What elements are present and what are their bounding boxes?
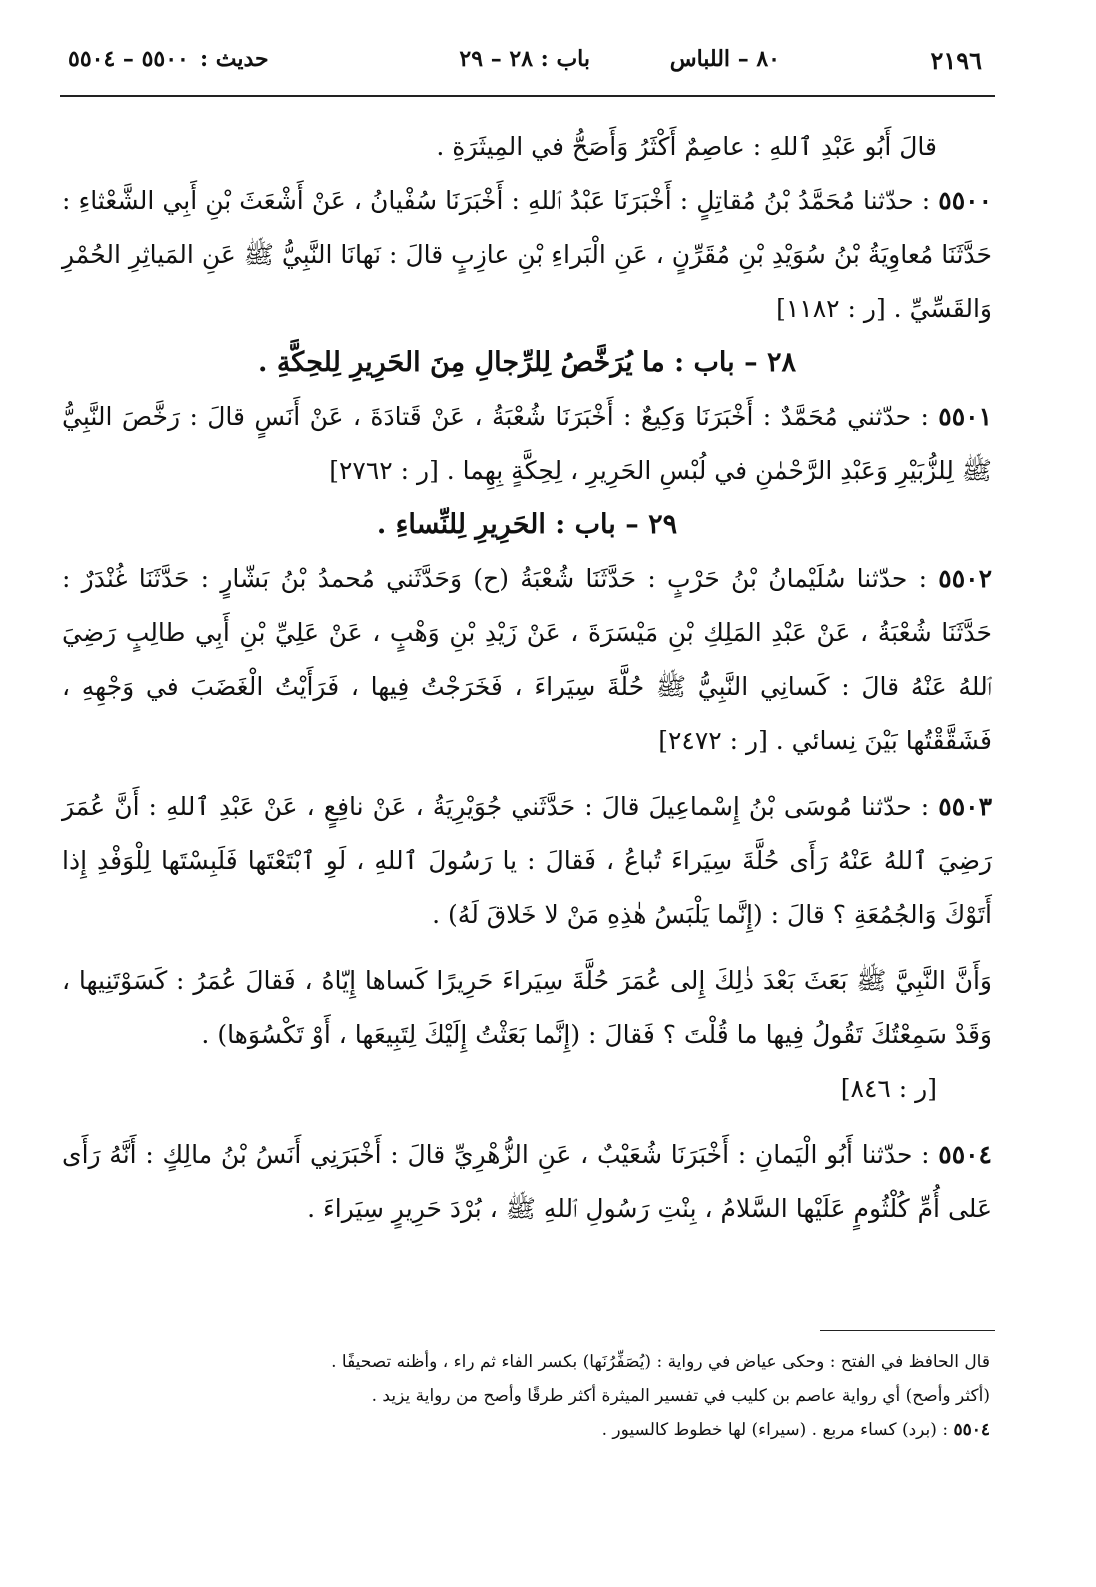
hadith-text: : حدّثنا مُوسَى بْنُ إِسْماعِيلَ قالَ : حَدَّثَني جُوَيْرِيَةُ ، عَنْ نافِعٍ ، عَنْ عَبْدِ ٱللهِ : أَنَّ عُمَرَ رَضِيَ ٱللهُ عَنْهُ رَأَى حُلَّةَ سِيَراءَ تُباعُ ، فَقالَ : يا رَسُولَ ٱللهِ ، لَوِ ٱبْتَعْتَها فَلَبِسْتَها لِلْوَفْدِ إِذا أَتَوْكَ وَالجُمُعَةِ ؟ قالَ : (إِنَّما يَلْبَسُ هٰذِهِ مَنْ لا خَلاقَ لَهُ) . bbox=[62, 792, 992, 929]
hadith-text: : حدّثنا مُحَمَّدُ بْنُ مُقاتِلٍ : أَخْبَرَنَا عَبْدُ ٱللهِ : أَخْبَرَنَا سُفْيانُ ، عَنْ أَشْعَثَ بْنِ أَبِي الشَّعْثاءِ : حَدَّثَنَا مُعاوِيَةُ بْنُ سُوَيْدِ بْنِ مُقَرِّنٍ ، عَنِ الْبَراءِ بْنِ عازِبٍ قالَ : نَهانَا النَّبِيُّ ﷺ عَنِ المَياثِرِ الحُمْرِ وَالقَسِّيِّ . [ر : ١١٨٢] bbox=[62, 186, 992, 323]
hadith-5502 bbox=[62, 552, 992, 768]
note-line: قالَ أَبُو عَبْدِ ٱللهِ : عاصِمٌ أَكْثَرُ وَأَصَحُّ في المِيثَرَةِ . bbox=[436, 132, 937, 161]
page-header bbox=[60, 40, 990, 80]
hadith-text: : حدّثنا سُلَيْمانُ بْنُ حَرْبٍ : حَدَّثَنَا شُعْبَةُ (ح) وَحَدَّثَني مُحمدُ بْنُ بَشّارٍ : حَدَّثَنَا غُنْدَرٌ : حَدَّثَنَا شُعْبَةُ ، عَنْ عَبْدِ المَلِكِ بْنِ مَيْسَرَةَ ، عَنْ زَيْدِ بْنِ وَهْبٍ ، عَنْ عَلِيِّ بْنِ أَبِي طالِبٍ رَضِيَ ٱللهُ عَنْهُ قالَ : كَسانِي النَّبِيُّ ﷺ حُلَّةَ سِيَراءَ ، فَخَرَجْتُ فِيها ، فَرَأَيْتُ الْغَضَبَ في وَجْهِهِ ، فَشَقَّقْتُها بَيْنَ نِسائي . [ر : ٢٤٧٢] bbox=[62, 564, 992, 755]
hadith-5503-continuation: وَأَنَّ النَّبِيَّ ﷺ بَعَثَ بَعْدَ ذٰلِكَ إِلى عُمَرَ حُلَّةَ سِيَراءَ حَرِيرًا كَساها إِيّاهُ ، فَقالَ عُمَرُ : كَسَوْتَنِيها ، وَقَدْ سَمِعْتُكَ تَقُولُ فِيها ما قُلْتَ ؟ فَقالَ : (إِنَّما بَعَثْتُ إِلَيْكَ لِتَبِيعَها ، أَوْ تَكْسُوَها) . bbox=[62, 966, 992, 1049]
bab-29-heading: ٢٩ – باب : الحَرِيرِ لِلنِّساءِ . bbox=[376, 509, 678, 540]
hadith-5503-reference: [ر : ٨٤٦] bbox=[840, 1074, 937, 1103]
hadith-5503 bbox=[62, 780, 992, 942]
hadith-number: ٥٥٠١ bbox=[938, 402, 992, 431]
footnotes bbox=[120, 1345, 990, 1447]
hadith-number: ٥٥٠٠ bbox=[938, 186, 993, 215]
page-number: ٢١٩٦ bbox=[930, 46, 982, 75]
page-body bbox=[62, 120, 992, 1236]
hadith-number: ٥٥٠٤ bbox=[938, 1140, 992, 1169]
hadith-range: ٥٥٠٠ – ٥٥٠٤ bbox=[68, 46, 189, 72]
footnote-3 bbox=[120, 1413, 990, 1447]
footnote-rule bbox=[820, 1330, 995, 1331]
footnote-text: : (برد) كساء مربع . (سيراء) لها خطوط كالسيور . bbox=[601, 1420, 949, 1440]
footnote-number: ٥٥٠٤ bbox=[953, 1420, 990, 1440]
hadith-label: حديث : bbox=[200, 46, 269, 72]
chapter-title: ٨٠ – اللباس bbox=[669, 46, 780, 72]
hadith-number: ٥٥٠٣ bbox=[938, 792, 992, 821]
hadith-number: ٥٥٠٢ bbox=[938, 564, 993, 593]
hadith-text: : حدّثني مُحَمَّدٌ : أَخْبَرَنَا وَكِيعٌ : أَخْبَرَنَا شُعْبَةُ ، عَنْ قَتادَةَ ، عَنْ أَنَسٍ قالَ : رَخَّصَ النَّبِيُّ ﷺ لِلزُّبَيْرِ وَعَبْدِ الرَّحْمٰنِ في لُبْسِ الحَرِيرِ ، لِحِكَّةٍ بِهِما . [ر : ٢٧٦٢] bbox=[62, 402, 992, 485]
hadith-5500 bbox=[62, 174, 992, 336]
hadith-5504 bbox=[62, 1128, 992, 1236]
footnote-2: (أكثر وأصح) أي رواية عاصم بن كليب في تفسير الميثرة أكثر طرقًا وأصح من رواية يزيد . bbox=[371, 1386, 990, 1406]
bab-range: باب : ٢٨ – ٢٩ bbox=[459, 46, 590, 72]
hadith-text: : حدّثنا أَبُو الْيَمانِ : أَخْبَرَنَا شُعَيْبٌ ، عَنِ الزُّهْرِيِّ قالَ : أَخْبَرَنِي أَنَسُ بْنُ مالِكٍ : أَنَّهُ رَأَى عَلى أُمِّ كُلْثُومٍ عَلَيْها السَّلامُ ، بِنْتِ رَسُولِ ٱللهِ ﷺ ، بُرْدَ حَرِيرٍ سِيَراءَ . bbox=[62, 1140, 992, 1223]
header-rule bbox=[60, 95, 995, 97]
bab-28-heading: ٢٨ – باب : ما يُرَخَّصُ لِلرِّجالِ مِنَ الحَرِيرِ لِلحِكَّةِ . bbox=[258, 347, 796, 378]
footnote-1: قال الحافظ في الفتح : وحكى عياض في رواية : (يُصَفِّرُنَها) بكسر الفاء ثم راء ، وأظنه تصحيفًا . bbox=[331, 1352, 990, 1372]
hadith-5501 bbox=[62, 390, 992, 498]
